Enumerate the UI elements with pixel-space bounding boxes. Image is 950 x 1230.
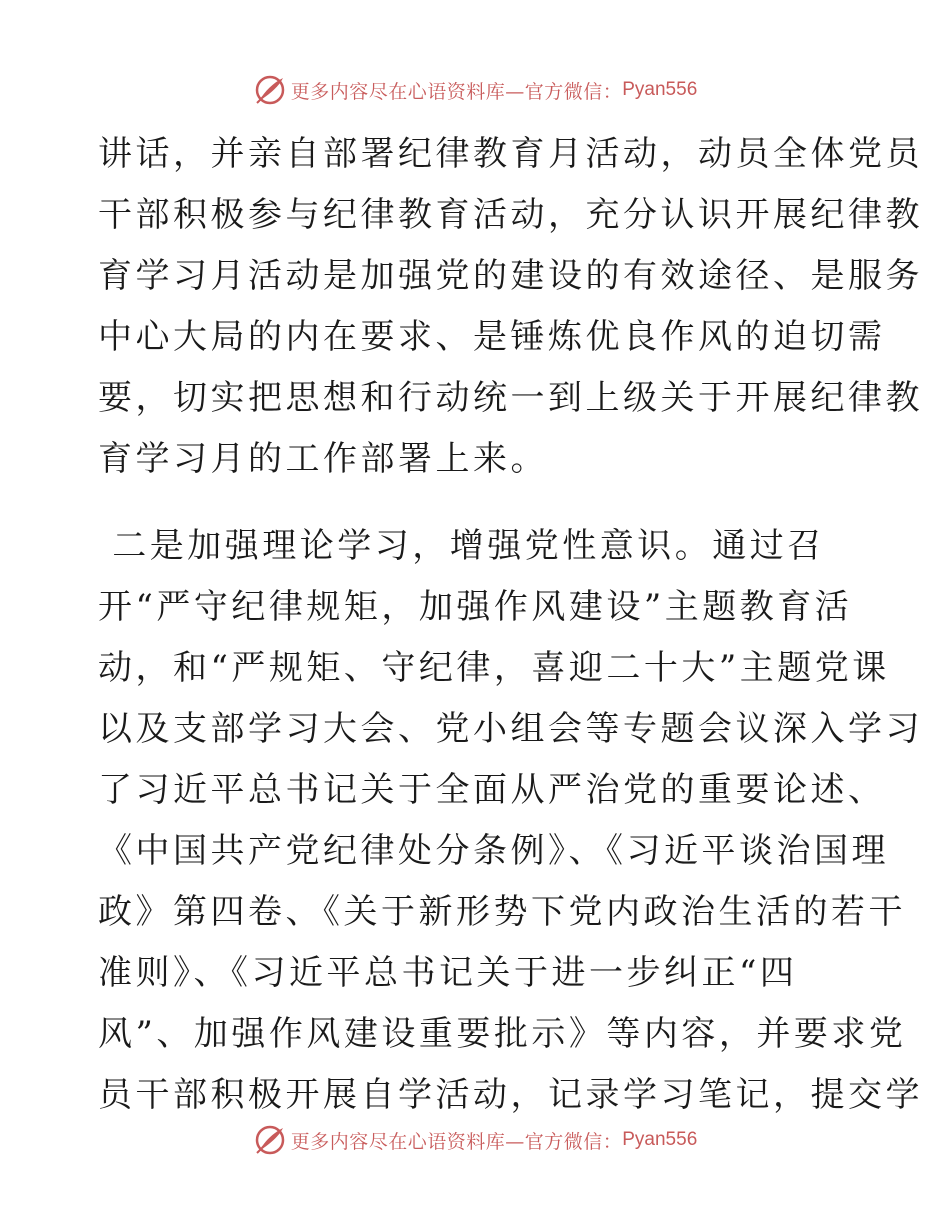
paragraph-1 xyxy=(98,124,923,490)
watermark-wechat-id: Pyan556 xyxy=(622,79,698,100)
text-line: 员干部积极开展自学活动，记录学习笔记，提交学 xyxy=(98,1075,923,1115)
text-line: 讲话，并亲自部署纪律教育月活动，动员全体党员 xyxy=(98,134,923,174)
text-line: 政》第四卷、《关于新形势下党内政治生活的若干 xyxy=(98,892,906,932)
text-line: 开“严守纪律规矩，加强作风建设”主题教育活 xyxy=(98,587,853,627)
quill-logo-icon xyxy=(253,1123,287,1157)
text-line: 育学习月的工作部署上来。 xyxy=(98,439,548,479)
paragraph-gap xyxy=(98,490,858,516)
watermark-wechat-id: Pyan556 xyxy=(622,1129,698,1150)
header-watermark xyxy=(0,70,950,110)
text-line: 准则》、《习近平总书记关于进一步纠正“四 xyxy=(98,953,798,993)
text-line: 了习近平总书记关于全面从严治党的重要论述、 xyxy=(98,770,886,810)
text-line: 二是加强理论学习，增强党性意识。通过召 xyxy=(98,526,825,566)
text-line: 育学习月活动是加强党的建设的有效途径、是服务 xyxy=(98,256,923,296)
text-line: 《中国共产党纪律处分条例》、《习近平谈治国理 xyxy=(98,831,889,871)
quill-logo-icon xyxy=(253,73,287,107)
text-line: 要，切实把思想和行动统一到上级关于开展纪律教 xyxy=(98,378,923,418)
text-line: 动，和“严规矩、守纪律，喜迎二十大”主题党课 xyxy=(98,648,890,688)
paragraph-2 xyxy=(98,516,923,1126)
watermark-text: 更多内容尽在心语资料库—官方微信： xyxy=(290,80,623,103)
watermark-text: 更多内容尽在心语资料库—官方微信： xyxy=(290,1130,623,1153)
footer-watermark xyxy=(0,1120,950,1160)
text-line: 中心大局的内在要求、是锤炼优良作风的迫切需 xyxy=(98,317,886,357)
text-line: 风”、加强作风建设重要批示》等内容，并要求党 xyxy=(98,1014,907,1054)
text-line: 干部积极参与纪律教育活动，充分认识开展纪律教 xyxy=(98,195,923,235)
document-body xyxy=(98,124,923,1126)
text-line: 以及支部学习大会、党小组会等专题会议深入学习 xyxy=(98,709,923,749)
